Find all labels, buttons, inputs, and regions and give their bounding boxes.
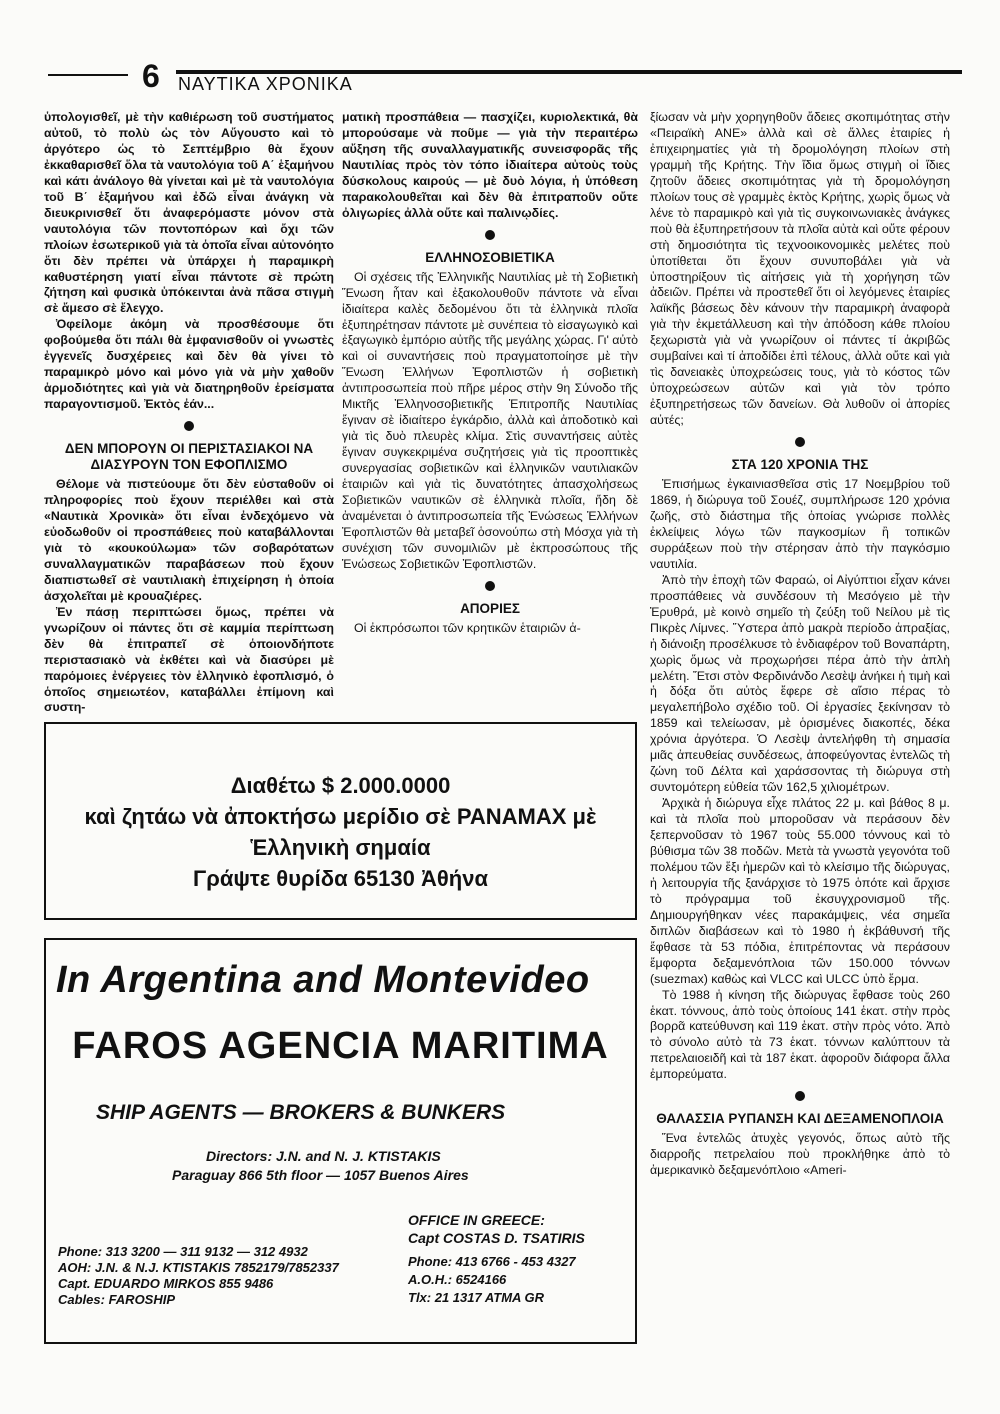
ad1-line-3: Ἑλληνικὴ σημαία — [250, 835, 431, 860]
col2-paragraph-2: Οἱ σχέσεις τῆς Ἑλληνικῆς Ναυτιλίας μὲ τὴ Σοβιετικὴ Ἕνωση ἦταν καὶ ἐξακολουθοῦν πάντοτε νὰ εἶναι ἰδιαίτερα καλὲς δεδομένου ὅτι τὰ ἑλληνικὰ πλοῖα ἐξυπηρέτησαν πάντοτε μὲ συνέπεια τὸ εἰσαγωγικὸ καὶ ἐξαγωγικὸ ἐμπόριο αὐτῆς τῆς μεγάλης χώρας. Γι' αὐτὸ καὶ οἱ συναντήσεις ποὺ πραγματοποίησε μὲ τὴν Ἕνωση Ἑλλήνων Ἐφοπλιστῶν ἡ σοβιετικὴ ἀντιπροσωπεία ποὺ πῆρε μέρος στὴν 9η Σύνοδο τῆς Μικτῆς Ἑλληνοσοβιετικῆς Ἐπιτροπῆς Ναυτιλίας ἔγιναν σὲ ἰδιαίτερο ἐγκάρδιο, ἀλλὰ καὶ ἀποδοτικὸ καὶ γιὰ τὶς δυὸ πλευρὲς κλίμα. Στὶς συναντήσεις αὐτὲς ἔγιναν συγκεκριμένα συζητήσεις γιὰ τὶς προοπτικὲς συνεργασίας σοβιετικῶν καὶ ἑλληνικῶν ναυτιλιακῶν ἑταιριῶν καὶ γιὰ τὶς δυνατότητες ἀπασχολήσεως Σοβιετικῶν ναυτικῶν σὲ ἑλληνικὰ πλοῖα, ἤδη δὲ ἀναμένεται ὁ ἀντιπροσωπεία τῆς Ἑνώσεως Ἑλλήνων Ἐφοπλιστῶν θὰ μεταβεῖ ὁσονούπω στὴ Μόσχα γιὰ τὴ συνέχιση τῶν συνομιλιῶν μὲ ἐκπροσώπους τῆς Ἑνώσεως Σοβιετικῶν Ἐφοπλιστῶν. — [342, 269, 638, 571]
col3-paragraph-5: Τὸ 1988 ἡ κίνηση τῆς διώρυγας ἔφθασε τοὺς 260 ἑκατ. τόννους, ἀπὸ τοὺς ὁποίους 141 ἑκατ. στὴν πρὸς βορρᾶ κατεύθυνση καὶ 119 ἑκατ. στὴν πρὸς νότο. Ἀπὸ τὸ σύνολο αὐτὸ τὰ 73 ἑκατ. τόννων καλύπτουν τὰ πετρελαιοειδῆ καὶ τὰ 187 ἑκατ. ἀφοροῦν διάφορα ἄλλα ἐμπορεύματα. — [650, 987, 950, 1082]
col3-paragraph-2: Ἐπισήμως ἐγκαινιασθεῖσα στὶς 17 Νοεμβρίου τοῦ 1869, ἡ διώρυγα τοῦ Σουέζ, συμπλήρωσε 120 χρόνια ζωῆς, στὸ διάστημα τῆς ὁποίας γνώρισε πολλὲς ἐκλείψεις λόγω τῶν παγκοσμίων ἢ τοπικῶν συρράξεων ποὺ τὴν στέρησαν ἀπὸ τὴν παγκόσμιο ναυτιλία. — [650, 477, 950, 571]
col3-paragraph-1: ξίωσαν νὰ μὴν χορηγηθοῦν ἄδειες σκοπιμότητας στὴν «Πειραϊκὴ ΑΝΕ» ἀλλὰ καὶ σὲ ἄλλες ἑταιρίες ἡ ἐπιχειρηματίες γιὰ τὴ δρομολόγηση πλοίων στὴ γραμμὴ τῆς Κρήτης. Τὴν ἴδια ὅμως στιγμὴ οἱ ἴδιες ζητοῦν ἄδειες σκοπιμότητας γιὰ τὴ δρομολόγηση πλοίων τους σὲ γραμμὲς ἐκτὸς Κρήτης, χωρὶς ὅμως νὰ λένε τὸ παραμικρὸ καὶ γιὰ τὶς συγκοινωνιακὲς ἀνάγκες ποὺ θὰ ἐξυπηρετήσουν τὰ πλοῖα αὐτὰ καὶ οὔτε φέρουν στὴ δημοσιότητα τὶς τεχνοοικονομικὲς μελέτες ποὺ ὑποτίθεται ὅτι ἔχουν συνυποβάλει γιὰ νὰ ὑποστηρίξουν τὶς αἰτήσεις γιὰ τὴ χορήγηση τῶν ἀδειῶν. Πρέπει νὰ προστεθεῖ ὅτι οἱ λεγόμενες ἑταιρίες λαϊκῆς βάσεως δὲν κάνουν τὴν παραμικρὴ ἀναφορὰ γιὰ τὴν ἐκμετάλλευση καὶ τὴν ἀπόδοση κάθε πλοίου ξεχωριστὰ γιὰ νὰ γνωρίζουν οἱ πάντες τί ἀκριβῶς συμβαίνει καὶ τί ἀποδίδει ἐπὶ τέλους, ἀλλὰ οὔτε καὶ γιὰ τὶς δανειακὲς ὑποχρεώσεις τους, γιὰ τὸ κόστος τῶν ὑποχρεώσεων αὐτῶν καὶ γιὰ τὸν τρόπο ἐξυπηρετήσεως τῶν δανείων. Θὰ λυθοῦν οἱ ἀπορίες αὐτές; — [650, 110, 950, 428]
ad2-cables: Cables: FAROSHIP — [58, 1292, 176, 1307]
ad1-line-2: καὶ ζητάω νὰ ἀποκτήσω μερίδιο σὲ PANAMAX μὲ — [84, 804, 597, 829]
ad2-greece-capt: Capt COSTAS D. TSATIRIS — [408, 1230, 585, 1246]
col1-paragraph-3: Θέλομε νὰ πιστεύουμε ὅτι δὲν εὐσταθοῦν οἱ πληροφορίες ποὺ ἔχουν περιέλθει καὶ στὰ «Ναυτικὰ Χρονικὰ» ὅτι εἶναι ἐνδεχόμενο νὰ εὐοδωθοῦν οἱ προσπάθειες ποὺ καταβάλλονται γιὰ τὸ «κουκούλωμα» τῶν σοβαρότατων συναλλαγματικῶν παραβάσεων ποὺ ἔχουν διαπιστωθεῖ σὲ ναυτιλιακὴ ἐπιχείρηση ἡ ὁποία ἀσχολεῖται μὲ κρουαζιέρες. — [44, 477, 334, 603]
bullet-dot — [485, 230, 495, 240]
bullet-dot — [485, 581, 495, 591]
classified-ad-panamax — [44, 722, 637, 920]
col1-paragraph-1: ὑπολογισθεῖ, μὲ τὴν καθιέρωση τοῦ συστήματος αὐτοῦ, τὸ πολὺ ὡς τὸν Αὔγουστο καὶ τὸ ἀργότερο ὡς τὸ Σεπτέμβριο θὰ ἔχουν ἐκκαθαρισθεῖ ὅλα τὰ ναυτολόγια τοῦ Α΄ ἑξαμήνου καὶ κάτι ἀνάλογο θὰ γίνεται καὶ μὲ τὰ ναυτολόγια τοῦ Β΄ ἑξαμήνου καὶ ἐδῶ εἶναι ἀνάγκη νὰ διευκρινισθεῖ ὅτι ἀναφερόμαστε μόνον στὰ ναυτολόγια τῶν ποντοπόρων καὶ ὄχι τῶν πλοίων ἐσωτερικοῦ γιὰ τὰ ὁποῖα εἶναι αὐτονόητο ὅτι δὲν πρέπει νὰ ὑπάρχει ἡ παραμικρὴ καθυστέρηση γιατί εἶναι πάντοτε σὲ πρώτη ζήτηση καὶ φυσικὰ ὑπόκεινται ἀνὰ πᾶσα στιγμὴ σὲ ἄμεσο σὲ ἔλεγχο. — [44, 110, 334, 316]
col3-paragraph-3: Ἀπὸ τὴν ἐποχὴ τῶν Φαραώ, οἱ Αἰγύπτιοι εἶχαν κάνει προσπάθειες νὰ συνδέσουν τὴ Μεσόγειο μὲ τὴν Ἐρυθρά, μὲ κοινὸ σημεῖο τὴ ζεύξη τοῦ Νείλου μὲ τὶς Πικρὲς Λίμνες. Ὕστερα ἀπὸ μακρὰ περίοδο ἀπραξίας, ἡ διάνοιξη προσέλκυσε τὸ ἐνδιαφέρον τοῦ Βοναπάρτη, χωρὶς ὅμως νὰ προχωρήσει πέρα ἀπὸ τὴν ἁπλὴ μελέτη. Ἔτσι στὸν Φερδινάνδο Λεσὲψ ἀνήκει ἡ τιμὴ καὶ ἡ δόξα ὅτι αὐτὸς ἔφερε σὲ αἴσιο πέρας τὸ μεγαλεπήβολο σχέδιο τοῦ. Οἱ ἐργασίες ξεκίνησαν τὸ 1859 καὶ τελείωσαν, μὲ ὁρισμένες διακοπές, δέκα χρόνια ἀργότερα. Ὁ Λεσὲψ ἀντελήφθη τὴ σημασία μιᾶς ἀπευθείας συνδέσεως, ἀποφεύγοντας ἐντελῶς τὴ ζώνη τοῦ Δέλτα καὶ χαράσσοντας τὴ διώρυγα στὴ συντομότερη εὐθεία τῶν 162,5 χιλιομέτρων. — [650, 572, 950, 795]
ad2-address: Paraguay 866 5th floor — 1057 Buenos Aires — [172, 1167, 469, 1183]
col2-paragraph-1: ματικὴ προσπάθεια — πασχίζει, κυριολεκτικά, θὰ μπορούσαμε νὰ ποῦμε — γιὰ τὴν περαιτέρω αὔξηση τῆς συναλλαγματικῆς συνεισφορᾶς τῆς Ναυτιλίας πρὸς τὸν τόπο ἰδιαίτερα αὐτοὺς τοὺς δύσκολους καιρούς — μὲ δυὸ λόγια, ἡ ὑπόθεση παρακολουθεῖται καὶ δὲν θὰ ἐπιτραποῦν οὔτε ὀλιγωρίες ἀλλὰ οὔτε καὶ παλινῳδίες. — [342, 110, 638, 220]
col2-heading-2: ΑΠΟΡΙΕΣ — [460, 600, 520, 616]
column-3 — [650, 110, 950, 1356]
col3-paragraph-4: Ἀρχικὰ ἡ διώρυγα εἶχε πλάτος 22 μ. καὶ βάθος 8 μ. καὶ τὰ πλοῖα ποὺ μποροῦσαν νὰ περάσουν δὲν ξεπερνοῦσαν τὸ 1967 τοὺς 55.000 τόννους καὶ τὸ βύθισμα τῶν 38 ποδῶν. Μετὰ τὰ γνωστὰ γεγονότα τοῦ πολέμου τῶν ἕξι ἡμερῶν καὶ τὸ κλείσιμο τῆς διώρυγας, ἡ λειτουργία τῆς ξανάρχισε τὸ 1975 ὁπότε καὶ ἄρχισε τὸ πρόγραμμα τοῦ ἐκσυγχρονισμοῦ τῆς. Δημιουργήθηκαν νέες παρακάμψεις, νέα σημεῖα διπλῶν διαβάσεων καὶ τὸ 1980 ἡ ἐκβάθυνσή τῆς ἔφθασε τὰ 53 πόδια, ἐπιτρέποντας νὰ περάσουν ἔμφορτα δεξαμενόπλοια τῶν 150.000 τόννων (suezmax) καθὼς καὶ VLCC καὶ ULCC ὑπὸ ἕρμα. — [650, 796, 950, 986]
col1-heading: ΔΕΝ ΜΠΟΡΟΥΝ ΟΙ ΠΕΡΙΣΤΑΣΙΑΚΟΙ ΝΑ ΔΙΑΣΥΡΟΥΝ ΤΟΝ ΕΦΟΠΛΙΣΜΟ — [64, 441, 314, 473]
ad2-greece-tlx: Tlx: 21 1317 ATMA GR — [408, 1290, 545, 1305]
header-rule-right — [176, 70, 962, 74]
col3-paragraph-6: Ἕνα ἐντελῶς ἀτυχὲς γεγονός, ὅπως αὐτὸ τῆς διαρροῆς πετρελαίου ποὺ προκλήθηκε ἀπὸ τὸ ἀμερικανικὸ δεξαμενόπλοιο «Ameri- — [650, 1131, 950, 1178]
bullet-dot — [184, 421, 194, 431]
column-2 — [342, 110, 638, 722]
ad2-aoh: AOH: J.N. & N.J. KTISTAKIS 7852179/7852337 — [58, 1260, 339, 1275]
ad2-services: SHIP AGENTS — BROKERS & BUNKERS — [96, 1101, 506, 1124]
col3-heading-1: ΣΤΑ 120 ΧΡΟΝΙΑ ΤΗΣ — [731, 457, 869, 473]
col1-paragraph-2: Ὀφείλομε ἀκόμη νὰ προσθέσουμε ὅτι φοβούμεθα ὅτι πάλι θὰ ἐμφανισθοῦν οἱ γνωστὲς ἐγγενεῖς δυσχέρειες καὶ δὲν θὰ γίνει τὸ παραμικρὸ μόνο καὶ μόνο γιὰ νὰ μὴν χαθοῦν ἁρμοδιότητες καὶ γιὰ νὰ διατηρηθοῦν ἐρείσματα παραγοντισμοῦ. Ἐκτὸς ἐάν... — [44, 317, 334, 412]
newspaper-title: ΝΑΥΤΙΚΑ ΧΡΟΝΙΚΑ — [178, 74, 353, 94]
ad1-line-1: Διαθέτω $ 2.000.0000 — [230, 773, 451, 798]
bullet-dot — [795, 437, 805, 447]
col3-heading-2: ΘΑΛΑΣΣΙΑ ΡΥΠΑΝΣΗ ΚΑΙ ΔΕΞΑΜΕΝΟΠΛΟΙΑ — [656, 1111, 944, 1127]
col2-heading-1: ΕΛΛΗΝΟΣΟΒΙΕΤΙΚΑ — [425, 249, 555, 265]
ad2-greece-title: OFFICE IN GREECE: — [408, 1212, 545, 1228]
page-number: 6 — [142, 58, 160, 94]
col2-paragraph-3: Οἱ ἐκπρόσωποι τῶν κρητικῶν ἑταιριῶν ἀ- — [354, 620, 581, 635]
ad2-phone: Phone: 313 3200 — 311 9132 — 312 4932 — [58, 1244, 308, 1259]
faros-agency-ad — [44, 938, 637, 1344]
ad2-company-name: FAROS AGENCIA MARITIMA — [72, 1025, 609, 1067]
bullet-dot — [795, 1091, 805, 1101]
header-rule-left — [48, 74, 128, 76]
ad2-greece-aoh: A.O.H.: 6524166 — [408, 1272, 507, 1287]
column-1 — [44, 110, 334, 722]
ad2-capt: Capt. EDUARDO MIRKOS 855 9486 — [58, 1276, 274, 1291]
col1-paragraph-4: Ἐν πάσῃ περιπτώσει ὅμως, πρέπει νὰ γνωρίζουν οἱ πάντες ὅτι σὲ καμμία περίπτωση δὲν θὰ ἐπιτραπεῖ σὲ ὁποιονδήποτε περιστασιακὸ νὰ ἐκθέτει καὶ νὰ διασύρει μὲ παρόμοιες ἐνέργειες τὸν ἑλληνικὸ ἐφοπλισμό, ὁ ὁποῖος σημειωτέον, καταβάλλει ἐπίμονη καὶ συστη- — [44, 604, 334, 715]
ad2-greece-phone: Phone: 413 6766 - 453 4327 — [408, 1254, 576, 1269]
ad2-tagline: In Argentina and Montevideo — [56, 959, 590, 1001]
ad1-line-4: Γράψτε θυρίδα 65130 Ἀθήνα — [193, 866, 488, 891]
ad2-directors: Directors: J.N. and N. J. KTISTAKIS — [206, 1148, 441, 1164]
